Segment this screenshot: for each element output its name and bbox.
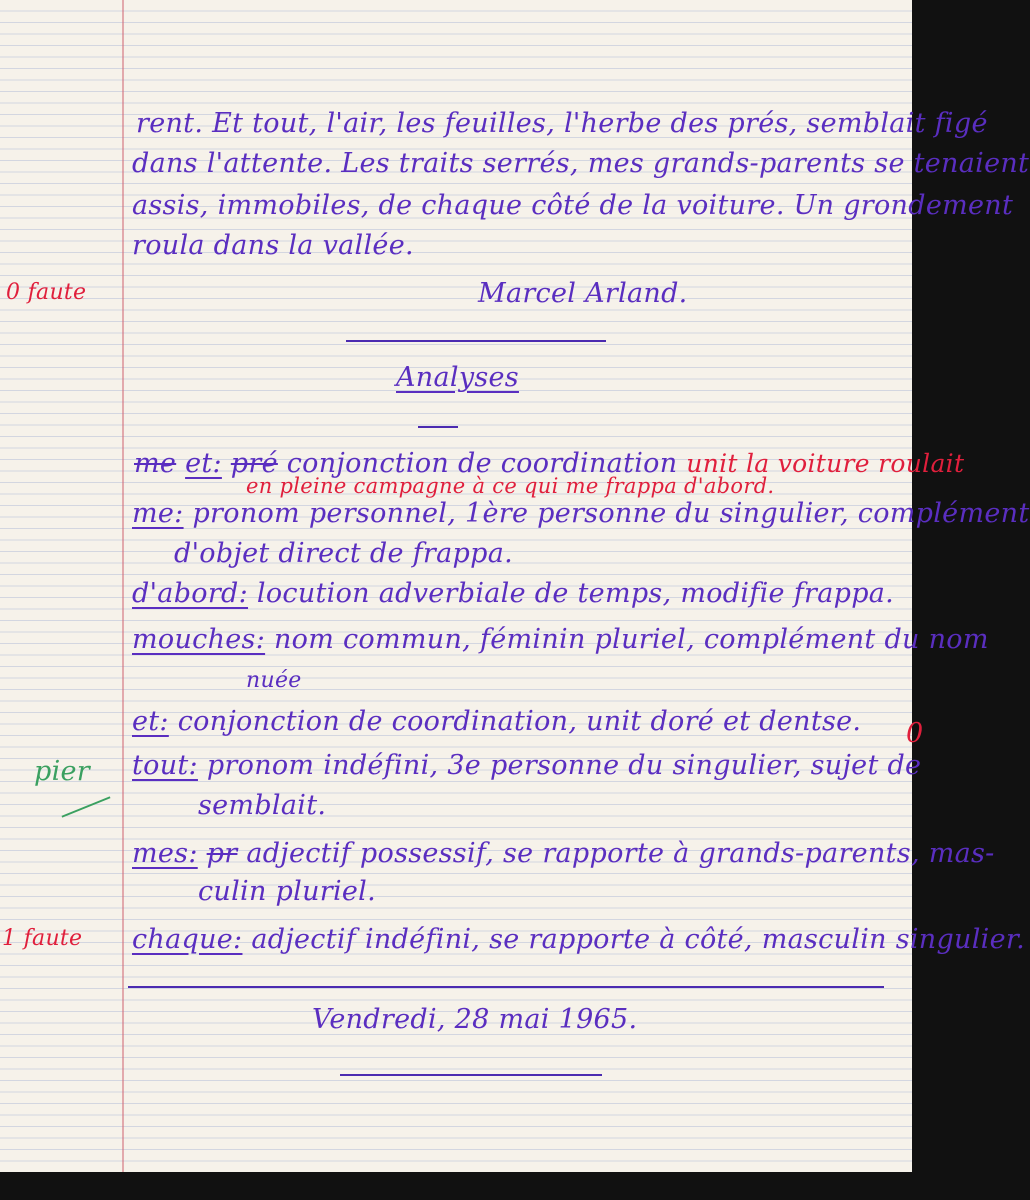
analysis-word: chaque: (132, 924, 243, 955)
analysis-line-4 (132, 578, 894, 609)
margin-note-faults-bottom: 1 faute (2, 926, 83, 951)
analysis-line-9: semblait. (198, 790, 327, 821)
analysis-word: d'abord: (132, 578, 249, 609)
analysis-word: et: (132, 706, 169, 737)
green-mark (62, 796, 111, 817)
analysis-word: tout: (132, 750, 198, 781)
analysis-text: conjonction de coordination (286, 448, 678, 479)
analysis-text: conjonction de coordination, unit doré et dentse. (177, 706, 862, 737)
divider-3 (340, 1074, 602, 1076)
text-line-3: assis, immobiles, de chaque côté de la voiture. Un grondement (132, 190, 1014, 221)
divider-2 (128, 986, 884, 988)
analysis-line-10 (132, 838, 995, 869)
analysis-line-2 (132, 498, 1030, 529)
analysis-text: nom commun, féminin pluriel, complément du nom (273, 624, 989, 655)
analysis-word: mes: (132, 838, 198, 869)
analysis-word: me: (132, 498, 184, 529)
analysis-word: mouches: (132, 624, 266, 655)
struck-prefix: pré (230, 448, 278, 479)
date-line: Vendredi, 28 mai 1965. (312, 1004, 638, 1035)
analysis-line-11: culin pluriel. (198, 876, 376, 907)
analysis-text: adjectif indéfini, se rapporte à côté, masculin singulier. (251, 924, 1026, 955)
analysis-line-8 (132, 750, 921, 781)
text-line-2: dans l'attente. Les traits serrés, mes grands-parents se tenaient (132, 148, 1030, 179)
struck-prefix: pr (206, 838, 238, 869)
analysis-line-7 (132, 706, 861, 737)
margin-line (122, 0, 124, 1172)
text-line-1: rent. Et tout, l'air, les feuilles, l'herbe des prés, semblait figé (136, 108, 988, 139)
text-line-4: roula dans la vallée. (132, 230, 414, 261)
correction-text: unit la voiture roulait (686, 449, 965, 478)
analysis-line-5 (132, 624, 989, 655)
author-signature: Marcel Arland. (478, 278, 688, 309)
analysis-line-12 (132, 924, 1025, 955)
analysis-line-3: d'objet direct de frappa. (174, 538, 513, 569)
analysis-word: et: (185, 448, 222, 479)
struck-word: me (134, 448, 177, 479)
margin-note-pier: pier (34, 756, 91, 787)
analysis-text: pronom personnel, 1ère personne du singulier, complément (192, 498, 1030, 529)
analysis-text: locution adverbiale de temps, modifie frappa. (256, 578, 895, 609)
margin-zero: 0 (906, 718, 924, 749)
analysis-text: pronom indéfini, 3e personne du singulier, sujet de (206, 750, 922, 781)
analysis-text: adjectif possessif, se rapporte à grands-parents, mas- (246, 838, 995, 869)
analyses-heading: Analyses (396, 362, 519, 393)
divider-1 (346, 340, 606, 342)
analysis-line-6: nuée (246, 668, 302, 693)
divider-short (418, 426, 458, 428)
correction-line: en pleine campagne à ce qui me frappa d'abord. (246, 474, 775, 498)
margin-note-faults-top: 0 faute (6, 280, 87, 305)
